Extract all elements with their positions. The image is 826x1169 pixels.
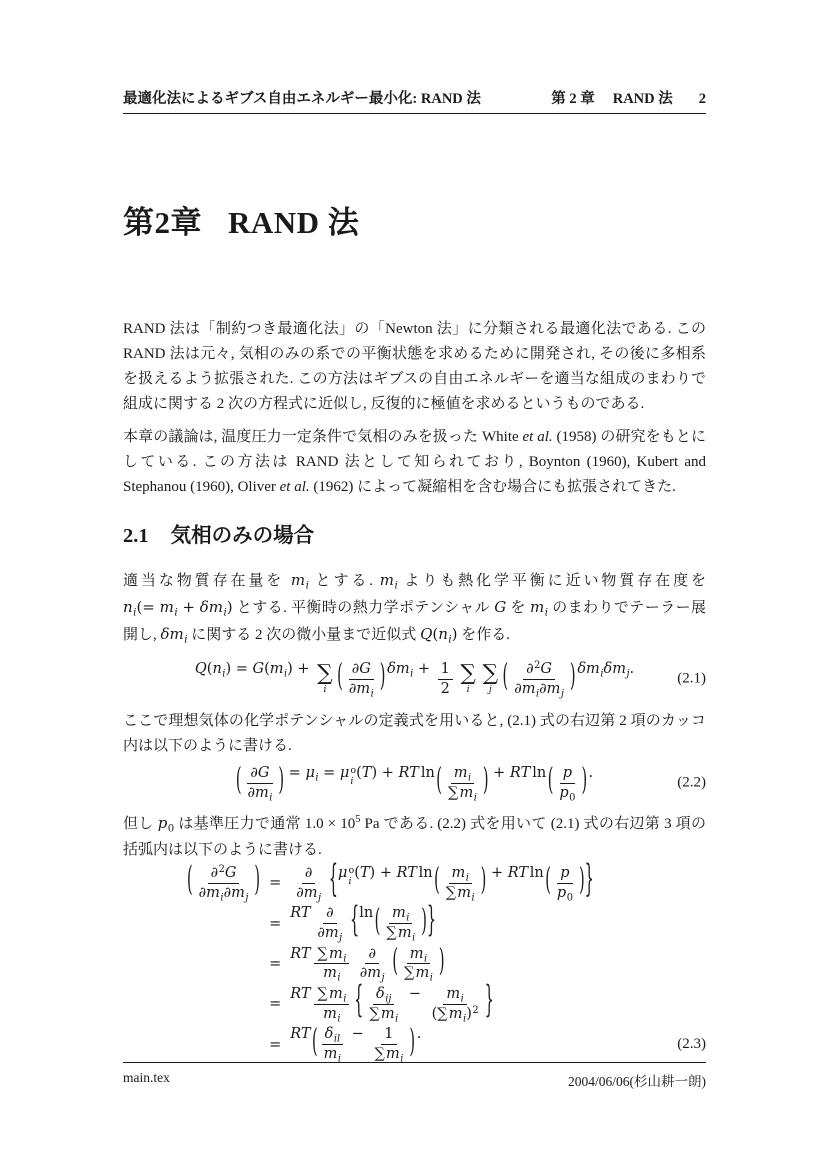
paragraph-taylor-expansion: 適当な物質存在量を m i とする. m i よりも熱化学平衡に近い物質存在度を n i (= m i + δm i ) とする. 平衡時の熱力学ポテンシャル G を m i のまわりでテーラー展開し, δm i に関する 2 次の微小量まで近似式 Q ( n i ) を作る. [123,568,706,649]
equation-2-2 [123,759,706,807]
equation-2-3-number: (2.3) [677,1035,706,1052]
inline-math: p 0 [157,814,175,835]
page-content [123,0,706,1063]
header-chapter-number: 第 2 章 [551,91,595,107]
equation-2-3-grid: ( ∂ 2 G ∂ m i ∂ m j ) = ∂ ∂ m j { μ o i ( T ) + RT ln ( m i ∑ m i ) + RT ln ( p p 0 ) } = RT ∂ ∂ m j { ln ( m i ∑ m i ) } = RT ∑ m i m i ∂ ∂ m j ( m i ∑ m i ) = RT ∑ m i m i { δ ij ∑ m i − m i ( ∑ m i ) 2 } = RT ( δ il m i − 1 ∑ m i ) . [187,859,594,1065]
chapter-heading [123,203,706,243]
header-chapter-title: RAND 法 [612,91,673,107]
section-number: 2.1 [123,525,149,547]
paragraph-standard-pressure: 但し p 0 は基準圧力で通常 $1.0 \times 10^5$ Pa である. (2.2) 式を用いて (2.1) 式の右辺第 3 項の括弧内は以下のように書ける. [123,807,706,863]
header-page-number: 2 [698,91,706,107]
paragraph-references: 本章の議論は, 温度圧力一定条件で気相のみを扱った White et al. (1958) の研究をもとにしている. この方法は RAND 法として知られており, Boynton (1960), Kubert and Stephanou (1960), Oliver et al. (1962) によって凝縮相を含む場合にも拡張されてきた. [123,429,706,495]
section-title: 気相のみの場合 [170,525,315,547]
chapter-number: 第2章 [123,205,202,240]
inline-math: m i [379,571,398,592]
inline-math: n i (= m i + δm i ) [123,598,233,619]
inline-math: δm i [160,625,188,646]
equation-2-2-number: (2.2) [677,774,706,791]
page-footer [123,1062,706,1090]
inline-math: Q ( n i ) [420,625,458,646]
section-heading [123,522,706,550]
footer-date: 2004/06/06(杉山耕一朗) [568,1074,706,1089]
equation-2-2-body: ( ∂ G ∂ m i ) = μ i = μ o i ( T ) + RT ln ( m i ∑ m i ) + RT ln ( p p 0 ) . [235,764,594,803]
chapter-title: RAND 法 [228,205,360,240]
equation-2-1-body: Q ( n i ) = G ( m i ) + ∑ i ( ∂ G ∂ m i ) δm i + $\frac{1}{2}$ ∑ i ∑ j ( ∂ 2 G ∂ m i ∂ m j ) δm i δm j . [194,659,635,699]
inline-math: G [494,598,507,616]
equation-2-1-number: (2.1) [677,670,706,687]
inline-math: m i [290,571,309,592]
header-title: 最適化法によるギブス自由エネルギー最小化: RAND 法 [123,91,481,107]
equation-2-3-block [123,859,706,1065]
inline-math: m i [530,598,549,619]
paragraph-chemical-potential: ここで理想気体の化学ポテンシャルの定義式を用いると, (2.1) 式の右辺第 2 項のカッコ内は以下のように書ける. [123,713,706,754]
equation-2-1 [123,655,706,703]
footer-filename: main.tex [123,1070,170,1085]
paragraph-intro: RAND 法は「制約つき最適化法」の「Newton 法」に分類される最適化法である. この RAND 法は元々, 気相のみの系での平衡状態を求めるために開発され, その後に多相系を扱えるよう拡張された. この方法はギブスの自由エネルギーを適当な組成のまわりで組成に関する 2 次の方程式に近似し, 反復的に極値を求めるというものである. [123,321,706,412]
